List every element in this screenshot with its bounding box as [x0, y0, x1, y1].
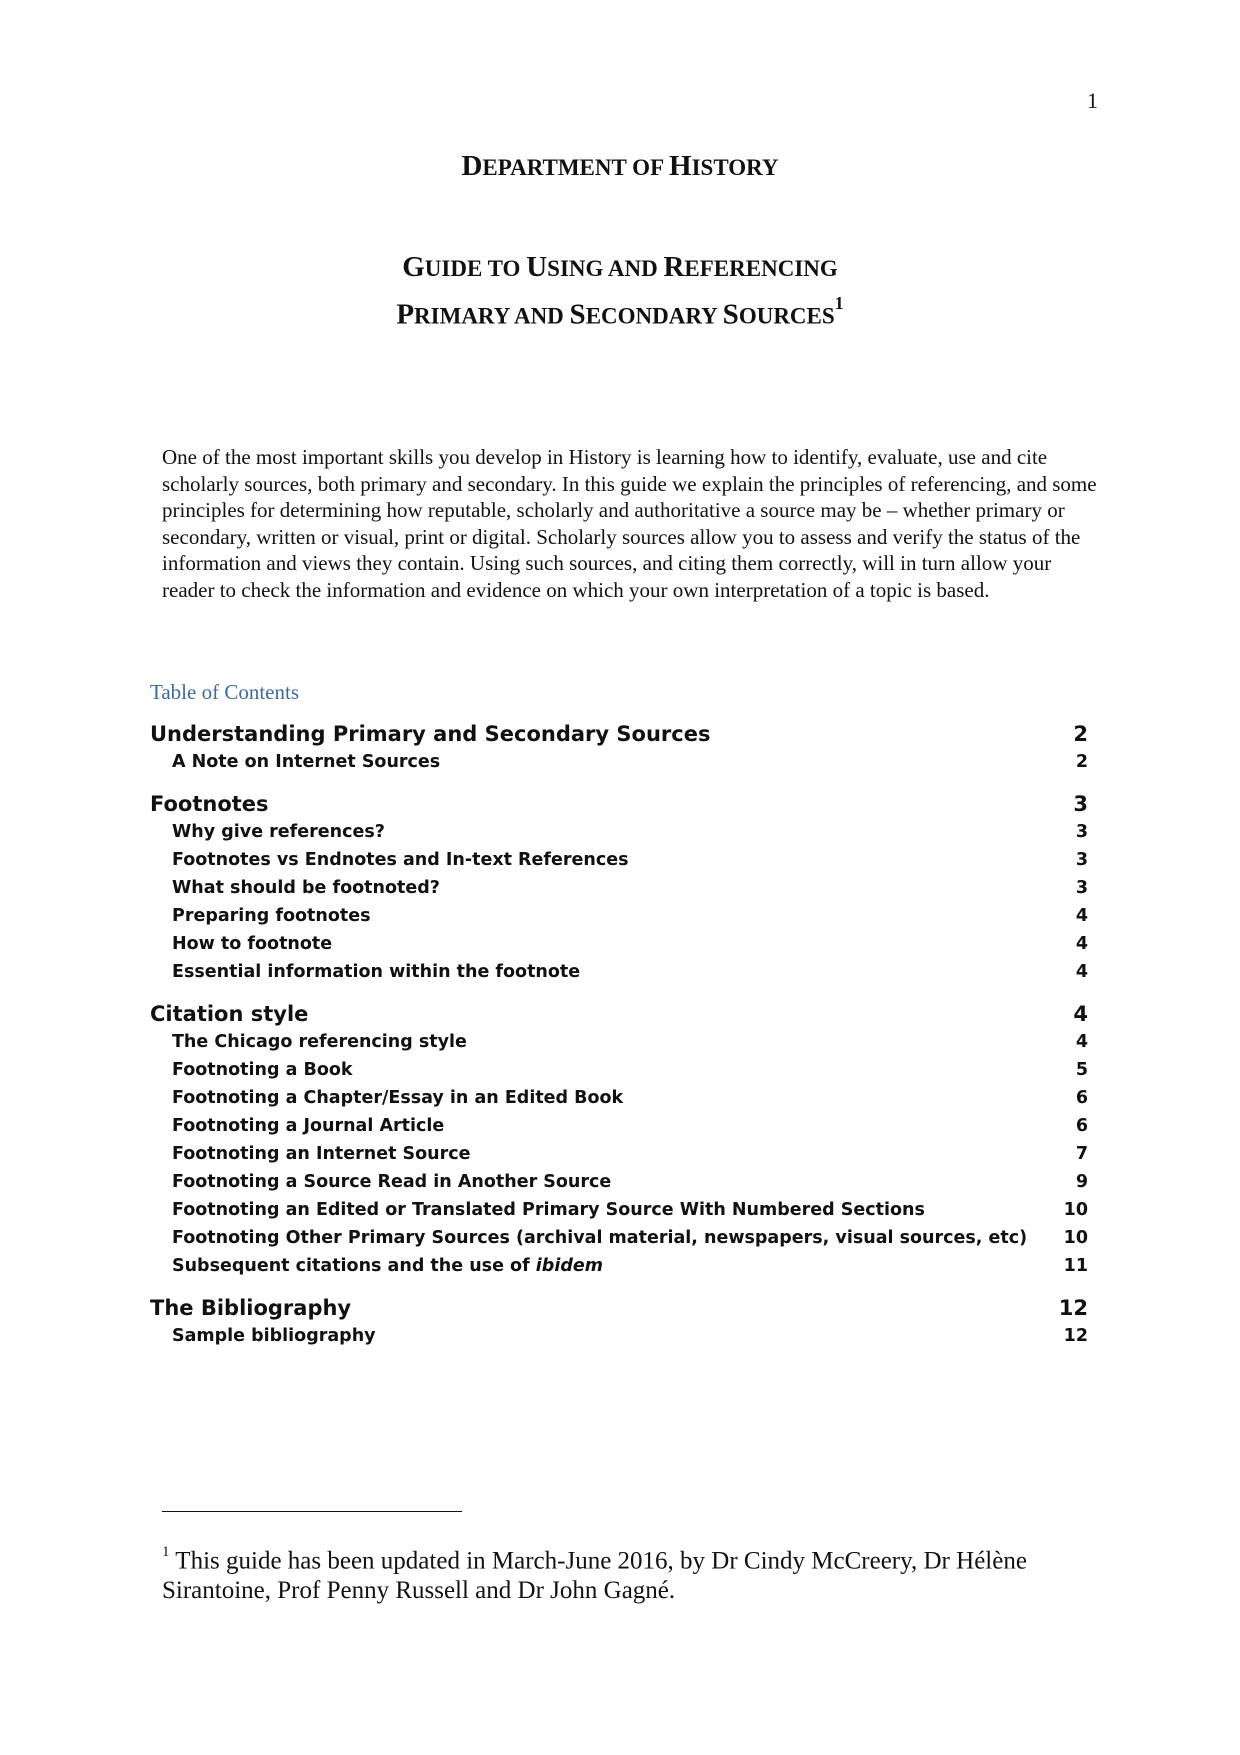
toc-entry-page: 4	[1075, 1032, 1088, 1052]
department-heading	[0, 150, 1240, 183]
toc-entry-title: The Chicago referencing style	[172, 1032, 467, 1052]
toc-entry-title: Footnoting an Edited or Translated Primary Source With Numbered Sections	[172, 1200, 925, 1220]
toc-entry-page: 7	[1075, 1144, 1088, 1164]
footnote-text: This guide has been updated in March-June 2016, by Dr Cindy McCreery, Dr Hélène Sirantoine, Prof Penny Russell and Dr John Gagné.	[162, 1547, 1027, 1605]
department-heading-initial: H	[669, 150, 692, 182]
toc-entry-page: 6	[1075, 1116, 1088, 1136]
document-title-line-1	[0, 248, 1240, 288]
toc-entry-page: 2	[1075, 752, 1088, 772]
toc-heading: Table of Contents	[150, 680, 299, 704]
toc-entry-section[interactable]	[150, 790, 1088, 818]
title-initial: U	[526, 251, 548, 283]
toc-entry-page: 10	[1063, 1200, 1088, 1220]
toc-entry-title: Why give references?	[172, 822, 385, 842]
toc-entry-title: Footnoting a Source Read in Another Source	[172, 1172, 612, 1192]
toc-entry-subsection[interactable]	[150, 1168, 1088, 1196]
toc-entry-title: Preparing footnotes	[172, 906, 371, 926]
toc-entry-subsection[interactable]	[150, 1028, 1088, 1056]
title-initial: P	[396, 298, 415, 331]
toc-entry-title: What should be footnoted?	[172, 878, 440, 898]
title-initial: S	[569, 298, 586, 331]
toc-entry-title: How to footnote	[172, 934, 333, 954]
table-of-contents	[150, 720, 1088, 1350]
toc-entry-section[interactable]	[150, 1294, 1088, 1322]
toc-entry-subsection[interactable]	[150, 930, 1088, 958]
toc-entry-subsection[interactable]	[150, 1322, 1088, 1350]
toc-entry-subsection[interactable]	[150, 846, 1088, 874]
department-heading-rest: ISTORY	[691, 155, 779, 180]
title-initial: S	[722, 298, 739, 331]
intro-paragraph: One of the most important skills you develop in History is learning how to identify, evaluate, use and cite scholarly sources, both primary and secondary. In this guide we explain the principles of referencing, and some principles for determining how reputable, scholarly and authoritative a source may be – whether primary or secondary, written or visual, print or digital. Scholarly sources allow you to assess and verify the status of the information and views they contain. Using such sources, and citing them correctly, will in turn allow your reader to check the information and evidence on which your own interpretation of a topic is based.	[162, 445, 1097, 602]
title-rest: ECONDARY	[585, 303, 723, 329]
toc-entry-title-italic: ibidem	[535, 1256, 603, 1276]
toc-entry-page: 4	[1073, 1002, 1088, 1026]
toc-entry-page: 3	[1075, 878, 1088, 898]
title-initial: G	[402, 251, 425, 283]
toc-entry-page: 12	[1058, 1296, 1088, 1320]
toc-entry-subsection[interactable]	[150, 958, 1088, 986]
footnote-marker: 1	[162, 1544, 170, 1560]
toc-entry-page: 5	[1075, 1060, 1088, 1080]
toc-entry-page: 6	[1075, 1088, 1088, 1108]
toc-entry-page: 12	[1063, 1326, 1088, 1346]
toc-entry-title: Sample bibliography	[172, 1326, 376, 1346]
document-title	[0, 248, 1240, 336]
document-title-line-2	[0, 288, 1240, 336]
toc-entry-page: 4	[1075, 962, 1088, 982]
toc-entry-subsection[interactable]	[150, 1084, 1088, 1112]
toc-entry-page: 3	[1075, 850, 1088, 870]
title-rest: OURCES	[738, 303, 835, 329]
toc-entry-title: Footnoting Other Primary Sources (archival material, newspapers, visual sources, etc)	[172, 1228, 1028, 1248]
toc-entry-page: 2	[1073, 722, 1088, 746]
toc-entry-title: Essential information within the footnote	[172, 962, 581, 982]
toc-entry-subsection[interactable]	[150, 818, 1088, 846]
toc-entry-subsection[interactable]	[150, 1056, 1088, 1084]
department-heading-initial: D	[461, 150, 483, 182]
title-initial: R	[663, 251, 685, 283]
toc-entry-title: Footnoting a Book	[172, 1060, 353, 1080]
toc-entry-title: Footnoting a Chapter/Essay in an Edited Book	[172, 1088, 624, 1108]
department-heading-rest: EPARTMENT OF	[482, 155, 670, 180]
footnote	[162, 1540, 1082, 1606]
title-rest: SING AND	[547, 256, 664, 281]
toc-entry-title-group	[172, 1252, 603, 1280]
toc-entry-page: 9	[1075, 1172, 1088, 1192]
toc-entry-title: Understanding Primary and Secondary Sources	[150, 722, 711, 746]
page-number: 1	[1087, 88, 1098, 113]
toc-entry-page: 11	[1063, 1256, 1088, 1276]
title-rest: EFERENCING	[684, 256, 838, 281]
toc-entry-subsection[interactable]	[150, 1224, 1088, 1252]
toc-entry-page: 10	[1063, 1228, 1088, 1248]
toc-entry-subsection[interactable]	[150, 902, 1088, 930]
toc-entry-section[interactable]	[150, 720, 1088, 748]
toc-entry-title: Footnoting an Internet Source	[172, 1144, 471, 1164]
toc-entry-section[interactable]	[150, 1000, 1088, 1028]
toc-entry-page: 4	[1075, 906, 1088, 926]
toc-entry-title: Footnotes	[150, 792, 269, 816]
toc-entry-title: Subsequent citations and the use of	[172, 1256, 536, 1276]
toc-entry-subsection[interactable]	[150, 1196, 1088, 1224]
toc-entry-subsection[interactable]	[150, 748, 1088, 776]
toc-entry-page: 3	[1073, 792, 1088, 816]
toc-entry-title: A Note on Internet Sources	[172, 752, 441, 772]
title-rest: UIDE TO	[424, 256, 527, 281]
toc-entry-title: Citation style	[150, 1002, 309, 1026]
footnote-separator	[162, 1511, 462, 1512]
toc-entry-page: 4	[1075, 934, 1088, 954]
toc-entry-subsection[interactable]	[150, 1140, 1088, 1168]
toc-entry-page: 3	[1075, 822, 1088, 842]
toc-entry-subsection[interactable]	[150, 874, 1088, 902]
toc-entry-title: The Bibliography	[150, 1296, 352, 1320]
title-rest: RIMARY AND	[414, 303, 570, 329]
toc-entry-subsection[interactable]	[150, 1112, 1088, 1140]
footnote-reference[interactable]: 1	[834, 293, 844, 313]
toc-entry-title: Footnoting a Journal Article	[172, 1116, 445, 1136]
toc-entry-title: Footnotes vs Endnotes and In-text References	[172, 850, 629, 870]
toc-entry-subsection[interactable]	[150, 1252, 1088, 1280]
